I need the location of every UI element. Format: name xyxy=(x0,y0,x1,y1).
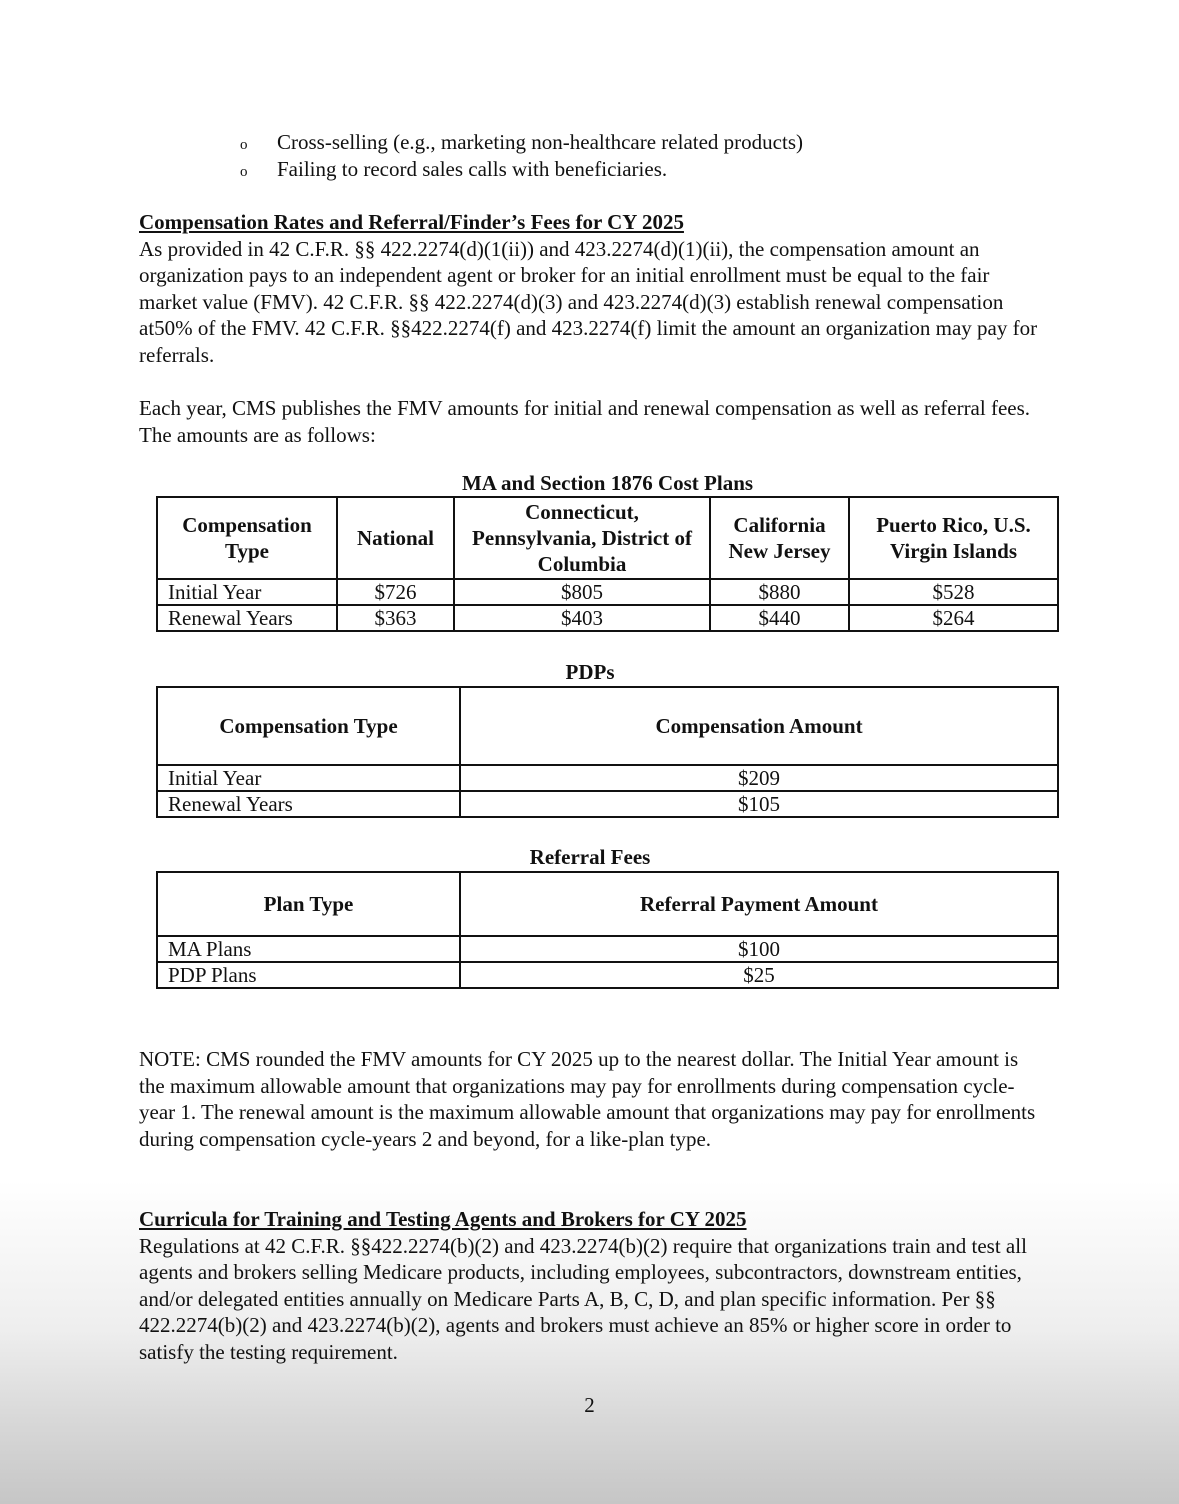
cell: $528 xyxy=(849,579,1058,605)
header-cell: Referral Payment Amount xyxy=(460,872,1058,936)
cell: $440 xyxy=(710,605,849,631)
table-header-row xyxy=(157,497,1058,579)
header-cell: Compensation Amount xyxy=(460,687,1058,765)
cell: Initial Year xyxy=(157,579,337,605)
table-caption-pdp: PDPs xyxy=(565,660,615,684)
cell: $726 xyxy=(337,579,454,605)
table-row xyxy=(157,605,1058,631)
table-header-row xyxy=(157,872,1058,936)
table-row xyxy=(157,936,1058,962)
bullet-circle-icon: o xyxy=(240,163,248,180)
cell: $805 xyxy=(454,579,710,605)
cell: $403 xyxy=(454,605,710,631)
cell: Renewal Years xyxy=(157,605,337,631)
cell: $880 xyxy=(710,579,849,605)
list-item xyxy=(240,156,803,183)
section-paragraph: As provided in 42 C.F.R. §§ 422.2274(d)(1(ii)) and 423.2274(d)(1)(ii), the compensation amount an organization pays to an independent agent or broker for an initial enrollment must be equal to the fair market value (FMV). 42 C.F.R. §§ 422.2274(d)(3) and 423.2274(d)(3) establish renewal compensation at50% of the FMV. 42 C.F.R. §§422.2274(f) and 423.2274(f) limit the amount an organization may pay for referrals. xyxy=(139,236,1038,367)
cell: Initial Year xyxy=(157,765,460,791)
header-cell: Plan Type xyxy=(157,872,460,936)
cell: $363 xyxy=(337,605,454,631)
section-heading: Compensation Rates and Referral/Finder’s Fees for CY 2025 xyxy=(139,210,684,234)
table-row xyxy=(157,962,1058,988)
bullet-text: Failing to record sales calls with beneficiaries. xyxy=(277,156,668,181)
cell: $105 xyxy=(460,791,1058,817)
header-cell: Connecticut, Pennsylvania, District of Columbia xyxy=(454,497,710,579)
section-curricula xyxy=(139,1206,1044,1365)
section-heading: Curricula for Training and Testing Agents and Brokers for CY 2025 xyxy=(139,1207,747,1231)
section-paragraph: Regulations at 42 C.F.R. §§422.2274(b)(2) and 423.2274(b)(2) require that organizations train and test all agents and brokers selling Medicare products, including employees, subcontractors, downstream entities, and/or delegated entities annually on Medicare Parts A, B, C, D, and plan specific information. Per §§ 422.2274(b)(2) and 423.2274(b)(2), agents and brokers must achieve an 85% or higher score in order to satisfy the testing requirement. xyxy=(139,1233,1027,1364)
header-cell: Compensation Type xyxy=(157,497,337,579)
table-header-row xyxy=(157,687,1058,765)
header-cell: Compensation Type xyxy=(157,687,460,765)
bullet-list xyxy=(240,129,803,182)
table-row xyxy=(157,765,1058,791)
list-item xyxy=(240,129,803,156)
intro-paragraph: Each year, CMS publishes the FMV amounts for initial and renewal compensation as well as referral fees. The amounts are as follows: xyxy=(139,396,1031,447)
cell: $264 xyxy=(849,605,1058,631)
table-row xyxy=(157,579,1058,605)
cell: $25 xyxy=(460,962,1058,988)
header-cell: National xyxy=(337,497,454,579)
cell: Renewal Years xyxy=(157,791,460,817)
cell: PDP Plans xyxy=(157,962,460,988)
header-cell: California New Jersey xyxy=(710,497,849,579)
table-ma-cost-plans xyxy=(156,496,1059,632)
page-number: 2 xyxy=(584,1393,595,1417)
table-pdps xyxy=(156,686,1059,818)
cell: $209 xyxy=(460,765,1058,791)
cell: $100 xyxy=(460,936,1058,962)
table-referral-fees xyxy=(156,871,1059,989)
section-compensation xyxy=(139,209,1044,368)
bullet-circle-icon: o xyxy=(240,137,248,153)
table-row xyxy=(157,791,1058,817)
header-cell: Puerto Rico, U.S. Virgin Islands xyxy=(849,497,1058,579)
cell: MA Plans xyxy=(157,936,460,962)
bullet-text: Cross-selling (e.g., marketing non-healthcare related products) xyxy=(277,130,803,154)
table-caption-referral: Referral Fees xyxy=(529,845,651,869)
note-paragraph: NOTE: CMS rounded the FMV amounts for CY 2025 up to the nearest dollar. The Initial Year amount is the maximum allowable amount that organizations may pay for enrollments during compensation cycle-year 1. The renewal amount is the maximum allowable amount that organizations may pay for enrollments during compensation cycle-years 2 and beyond, for a like-plan type. xyxy=(139,1047,1036,1151)
table-caption-ma: MA and Section 1876 Cost Plans xyxy=(461,471,754,495)
